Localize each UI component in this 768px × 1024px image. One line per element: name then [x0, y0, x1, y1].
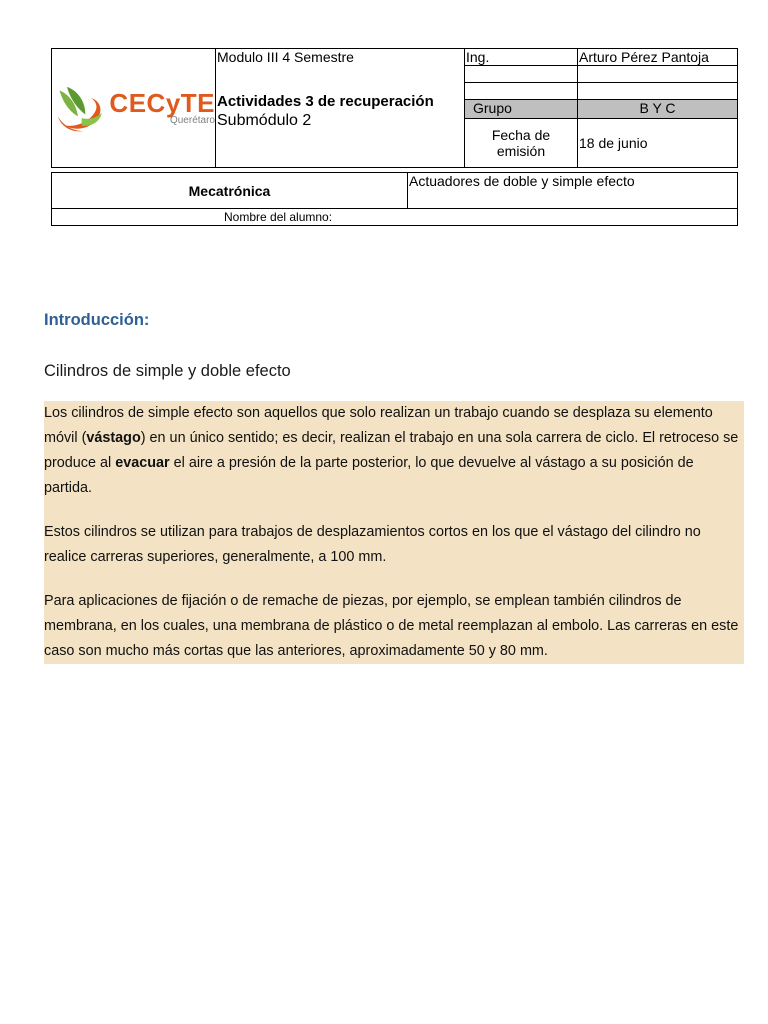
empty-cell	[465, 66, 578, 83]
empty-cell	[465, 83, 578, 100]
logo-name: CECyTE	[109, 88, 215, 118]
bold-term-evacuar: evacuar	[115, 455, 170, 471]
highlighted-body	[44, 401, 744, 664]
empty-cell	[578, 66, 738, 83]
empty-cell	[578, 83, 738, 100]
cecyte-logo-icon	[54, 79, 107, 137]
submodule-title: Submódulo 2	[217, 112, 312, 129]
teacher-name: Arturo Pérez Pantoja	[578, 49, 738, 66]
teacher-label: Ing.	[465, 49, 578, 66]
group-value: B Y C	[578, 100, 738, 119]
module-label: Modulo III 4 Semestre	[217, 49, 354, 65]
subject-name: Mecatrónica	[52, 173, 408, 209]
header-table	[51, 48, 738, 168]
logo	[52, 49, 215, 167]
date-value: 18 de junio	[578, 119, 738, 168]
logo-city: Querétaro	[169, 115, 215, 126]
section-subheading: Cilindros de simple y doble efecto	[44, 362, 291, 380]
paragraph-2: Estos cilindros se utilizan para trabajos de desplazamientos cortos en los que el vástago del cilindro no realice carreras superiores, generalmente, a 100 mm.	[44, 524, 701, 565]
paragraph-3: Para aplicaciones de fijación o de remache de piezas, por ejemplo, se emplean también cilindros de membrana, en los cuales, una membrana de plástico o de metal reemplazan al embolo. Las carreras en este caso son mucho más cortas que las anteriores, aproximadamente 50 y 80 mm.	[44, 593, 739, 659]
group-label: Grupo	[465, 100, 578, 119]
activity-title: Actividades 3 de recuperación	[217, 93, 434, 110]
subject-table	[51, 172, 738, 226]
date-label: Fecha de emisión	[465, 119, 578, 168]
title-cell	[216, 49, 465, 168]
activity-type: Actuadores de doble y simple efecto	[408, 173, 738, 209]
intro-heading: Introducción:	[44, 311, 150, 329]
student-name-field[interactable]: Nombre del alumno:	[52, 209, 738, 226]
paragraph-1: Los cilindros de simple efecto son aquellos que solo realizan un trabajo cuando se desplaza su elemento móvil (vástago) en un único sentido; es decir, realizan el trabajo en una sola carrera de ciclo. El retroceso se produce al evacuar el aire a presión de la parte posterior, lo que devuelve al vástago a su posición de partida.	[44, 405, 739, 496]
bold-term-vastago: vástago	[86, 430, 141, 446]
logo-cell	[52, 49, 216, 168]
